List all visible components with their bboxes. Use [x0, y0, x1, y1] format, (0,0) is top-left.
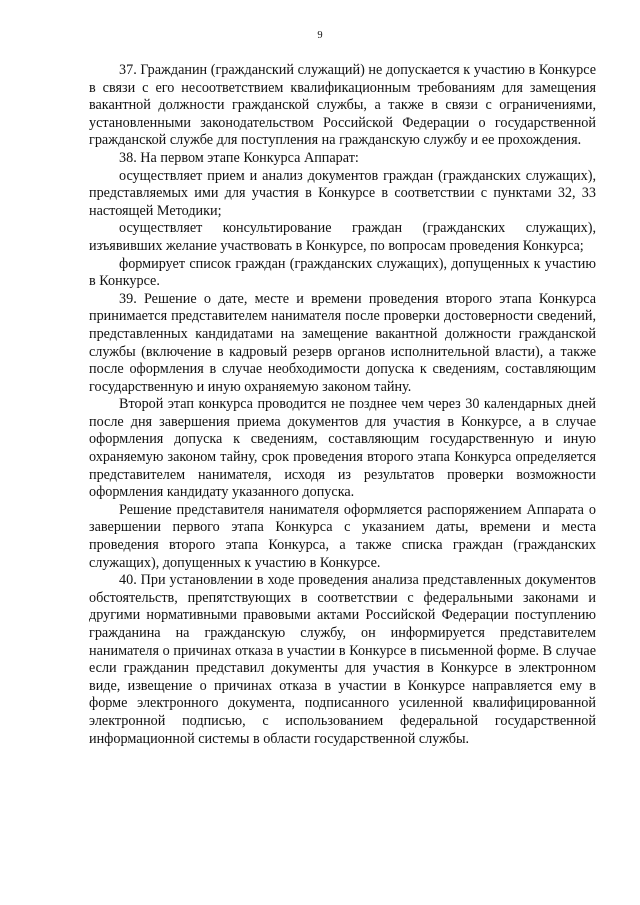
paragraph-39: 39. Решение о дате, месте и времени проведения второго этапа Конкурса принимается представителем нанимателя после проверки достоверности сведений, представленных кандидатами на замещение вакантной должности гражданской службы (включение в кадровый резерв органов исполнительной власти), а также после оформления в случае необходимости допуска к сведениям, составляющим государственную и иную охраняемую законом тайну.	[89, 290, 596, 395]
paragraph-38-item-1: осуществляет прием и анализ документов граждан (гражданских служащих), представляемых ими для участия в Конкурсе в соответствии с пунктами 32, 33 настоящей Методики;	[89, 167, 596, 219]
paragraph-38: 38. На первом этапе Конкурса Аппарат:	[119, 149, 359, 166]
document-body	[89, 62, 596, 748]
paragraph-38-item-3: формирует список граждан (гражданских служащих), допущенных к участию в Конкурсе.	[89, 255, 596, 290]
paragraph-40: 40. При установлении в ходе проведения анализа представленных документов обстоятельств, препятствующих в соответствии с федеральными законами и другими нормативными правовыми актами Российской Федерации поступлению гражданина на гражданскую службу, он информируется представителем нанимателя о причинах отказа в участии в Конкурсе в письменной форме. В случае если гражданин представил документы для участия в Конкурсе в электронном виде, извещение о причинах отказа в участии в Конкурсе направляется ему в форме электронного документа, подписанного усиленной квалифицированной электронной подписью, с использованием федеральной государственной информационной системы в области государственной службы.	[89, 572, 596, 747]
paragraph-37: 37. Гражданин (гражданский служащий) не допускается к участию в Конкурсе в связи с его несоответствием квалификационным требованиям для замещения вакантной должности гражданской службы, а также в связи с ограничениями, установленными законодательством Российской Федерации о государственной гражданской службе для поступления на гражданскую службу и ее прохождения.	[89, 62, 596, 149]
paragraph-39-second-stage: Второй этап конкурса проводится не позднее чем через 30 календарных дней после дня завершения приема документов для участия в Конкурсе, а в случае оформления допуска к сведениям, составляющим государственную и иную охраняемую законом тайну, срок проведения второго этапа Конкурса определяется представителем нанимателя, исходя из результатов проверки возможности оформления кандидату указанного допуска.	[89, 396, 596, 501]
page-number: 9	[317, 30, 323, 41]
paragraph-39-decision: Решение представителя нанимателя оформляется распоряжением Аппарата о завершении первого этапа Конкурса с указанием даты, времени и места проведения второго этапа Конкурса, а также списка граждан (гражданских служащих), допущенных к участию в Конкурсе.	[89, 501, 596, 571]
paragraph-38-item-2: осуществляет консультирование граждан (гражданских служащих), изъявивших желание участвовать в Конкурсе, по вопросам проведения Конкурса;	[89, 220, 596, 254]
